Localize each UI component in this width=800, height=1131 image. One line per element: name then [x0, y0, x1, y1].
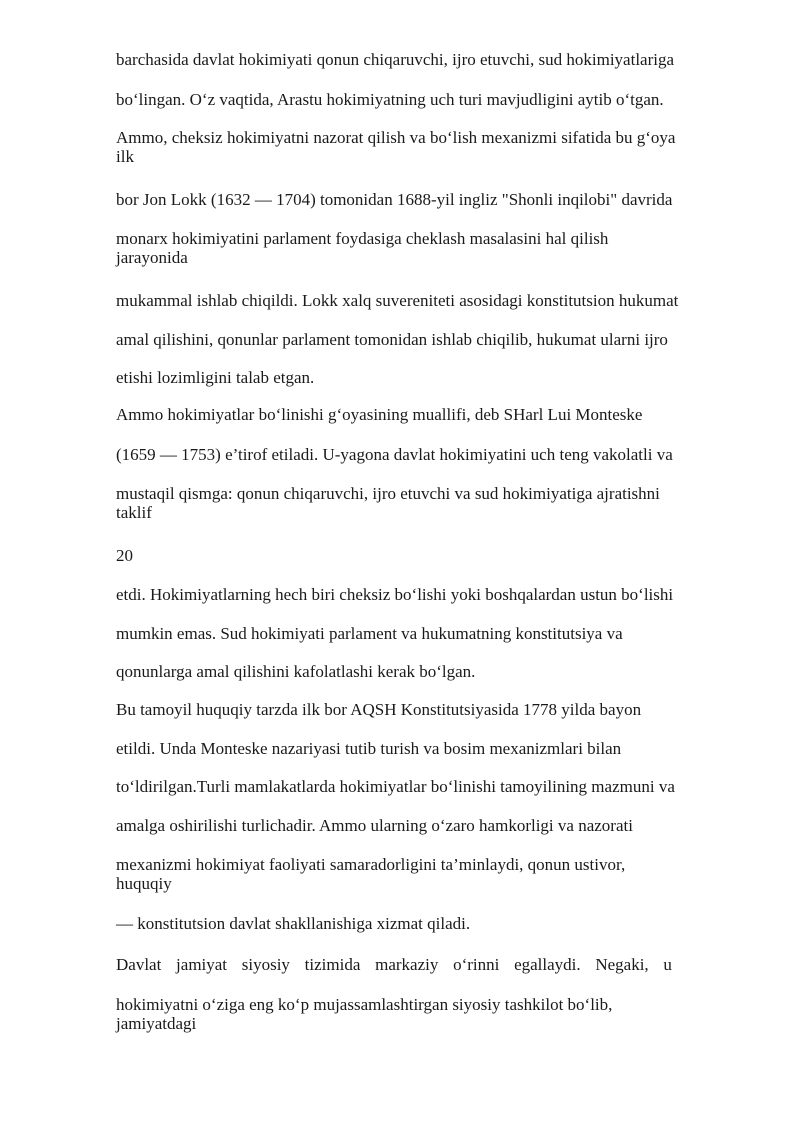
word: markaziy: [375, 955, 439, 974]
text-line: huquqiy: [116, 874, 172, 893]
text-line: qonunlarga amal qilishini kafolatlashi kerak bo‘lgan.: [116, 662, 476, 681]
text-line: amal qilishini, qonunlar parlament tomonidan ishlab chiqilib, hukumat ularni ijro: [116, 330, 668, 349]
text-line: Bu tamoyil huquqiy tarzda ilk bor AQSH Konstitutsiyasida 1778 yilda bayon: [116, 700, 642, 719]
text-line: to‘ldirilgan.Turli mamlakatlarda hokimiyatlar bo‘linishi tamoyilining mazmuni va: [116, 777, 675, 796]
text-line: mexanizmi hokimiyat faoliyati samaradorligini ta’minlaydi, qonun ustivor,: [116, 855, 626, 874]
text-line: etildi. Unda Monteske nazariyasi tutib turish va bosim mexanizmlari bilan: [116, 739, 622, 758]
text-line: jamiyatdagi: [116, 1014, 197, 1033]
text-line: amalga oshirilishi turlichadir. Ammo ularning o‘zaro hamkorligi va nazorati: [116, 816, 633, 835]
text-line: ilk: [116, 147, 134, 166]
word: Negaki,: [595, 955, 649, 974]
word: tizimida: [304, 955, 361, 974]
text-line: monarx hokimiyatini parlament foydasiga cheklash masalasini hal qilish: [116, 229, 609, 248]
text-line: Ammo, cheksiz hokimiyatni nazorat qilish va bo‘lish mexanizmi sifatida bu g‘oya: [116, 128, 676, 147]
text-line: jarayonida: [116, 248, 188, 267]
word: u: [663, 955, 672, 974]
text-line: taklif: [116, 503, 152, 522]
text-line: mukammal ishlab chiqildi. Lokk xalq suvereniteti asosidagi konstitutsion hukumat: [116, 291, 679, 310]
text-line: etishi lozimligini talab etgan.: [116, 368, 315, 387]
text-line: mumkin emas. Sud hokimiyati parlament va hukumatning konstitutsiya va: [116, 624, 623, 643]
text-line: — konstitutsion davlat shakllanishiga xizmat qiladi.: [116, 914, 471, 933]
text-line: bor Jon Lokk (1632 — 1704) tomonidan 1688-yil ingliz "Shonli inqilobi" davrida: [116, 190, 673, 209]
justified-text-line: [116, 955, 672, 974]
word: jamiyat: [176, 955, 228, 974]
text-line: hokimiyatni o‘ziga eng ko‘p mujassamlashtirgan siyosiy tashkilot bo‘lib,: [116, 995, 613, 1014]
word: Davlat: [116, 955, 162, 974]
text-line: Ammo hokimiyatlar bo‘linishi g‘oyasining muallifi, deb SHarl Lui Monteske: [116, 405, 643, 424]
word: egallaydi.: [514, 955, 581, 974]
text-line: (1659 — 1753) e’tirof etiladi. U-yagona davlat hokimiyatini uch teng vakolatli va: [116, 445, 673, 464]
text-line: mustaqil qismga: qonun chiqaruvchi, ijro etuvchi va sud hokimiyatiga ajratishni: [116, 484, 660, 503]
text-line: bo‘lingan. O‘z vaqtida, Arastu hokimiyatning uch turi mavjudligini aytib o‘tgan.: [116, 90, 664, 109]
word: siyosiy: [241, 955, 290, 974]
text-line: barchasida davlat hokimiyati qonun chiqaruvchi, ijro etuvchi, sud hokimiyatlariga: [116, 50, 675, 69]
text-line: etdi. Hokimiyatlarning hech biri cheksiz bo‘lishi yoki boshqalardan ustun bo‘lishi: [116, 585, 674, 604]
page-number: 20: [116, 546, 133, 565]
word: o‘rinni: [453, 955, 500, 974]
